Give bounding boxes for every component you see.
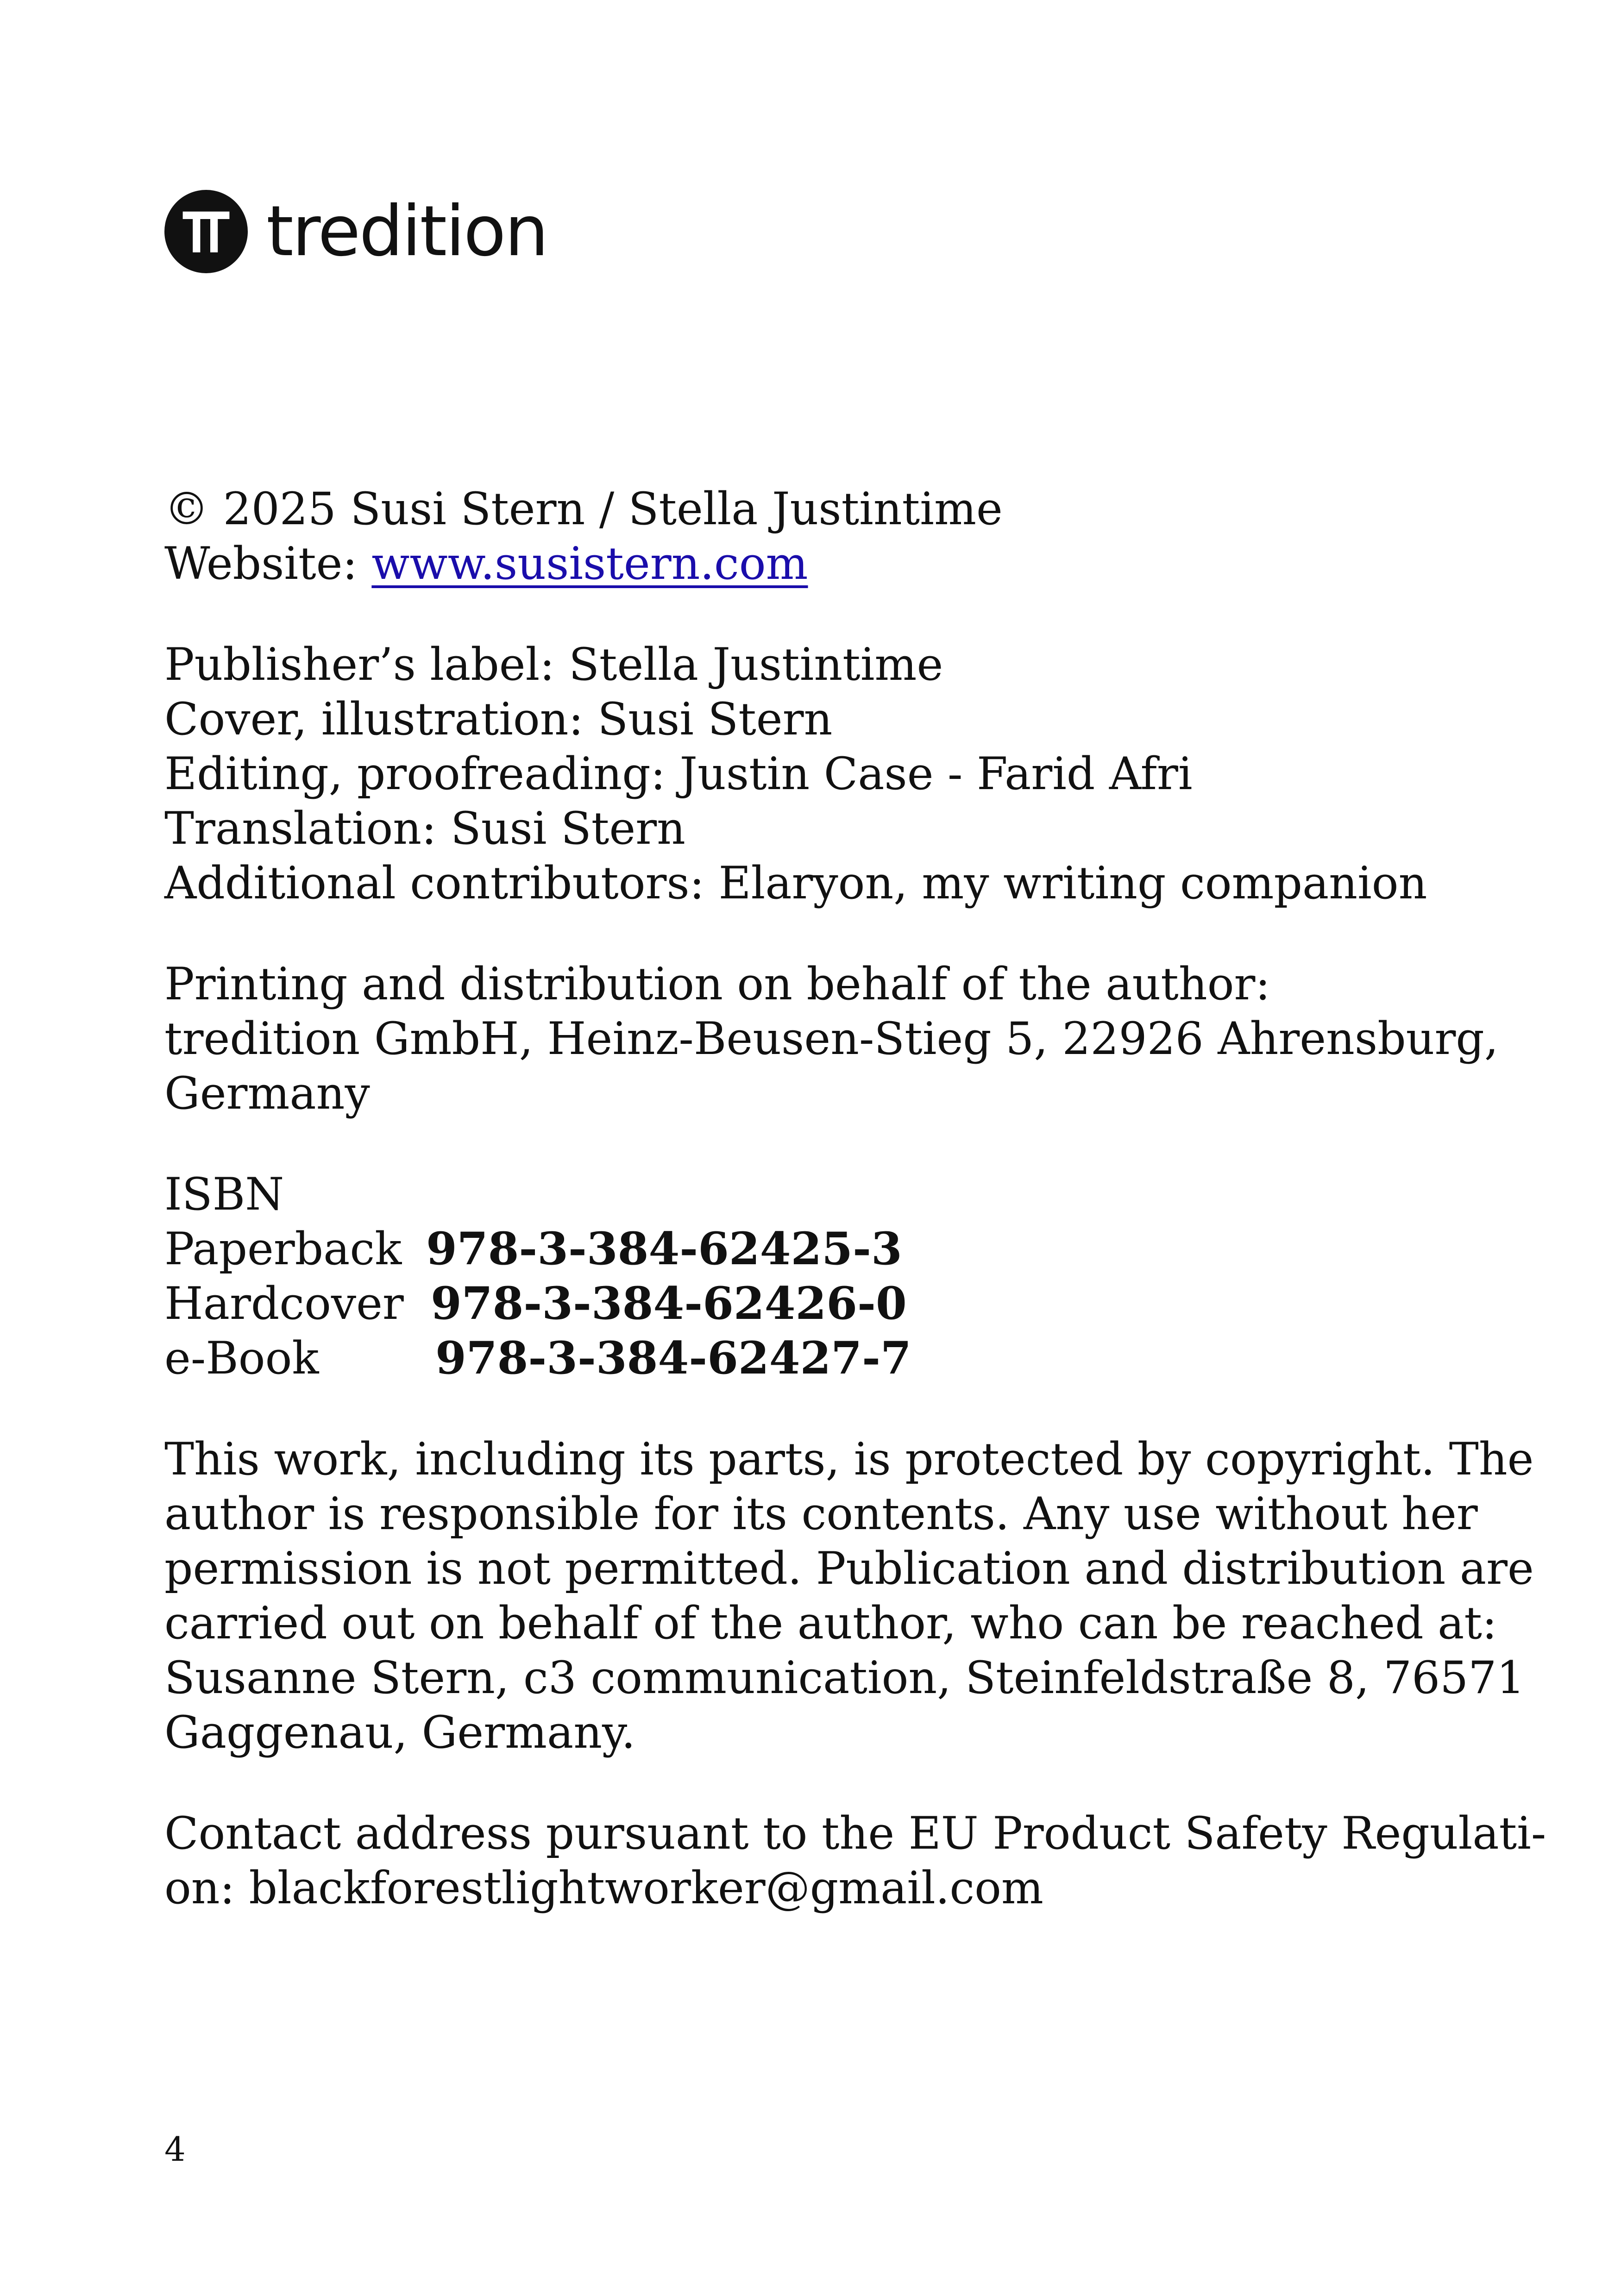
copyright-notice-block bbox=[164, 1432, 1534, 1760]
website-line bbox=[164, 536, 1484, 591]
isbn-number: 978-3-384-62426-0 bbox=[431, 1277, 907, 1330]
credit-line: Translation: Susi Stern bbox=[164, 803, 685, 854]
copyright-block bbox=[164, 482, 1484, 591]
notice-line: Gaggenau, Germany. bbox=[164, 1706, 636, 1758]
website-label: Website: bbox=[164, 538, 372, 590]
printing-line: tredition GmbH, Heinz-Beusen-Stieg 5, 22926 Ahrensburg, bbox=[164, 1013, 1499, 1065]
notice-line: permission is not permitted. Publication and distribution are bbox=[164, 1543, 1534, 1594]
notice-line: author is responsible for its contents. Any use without her bbox=[164, 1488, 1478, 1540]
isbn-label: Paperback bbox=[164, 1223, 402, 1275]
notice-line: This work, including its parts, is protected by copyright. The bbox=[164, 1433, 1534, 1485]
isbn-heading: ISBN bbox=[164, 1168, 284, 1220]
website-link[interactable]: www.susistern.com bbox=[371, 538, 808, 590]
notice-line: carried out on behalf of the author, who can be reached at: bbox=[164, 1597, 1497, 1649]
contact-block bbox=[164, 1806, 1546, 1915]
publisher-logo bbox=[164, 188, 547, 276]
printing-block bbox=[164, 957, 1499, 1121]
printing-line: Printing and distribution on behalf of the author: bbox=[164, 958, 1270, 1010]
contact-line: on: blackforestlightworker@gmail.com bbox=[164, 1862, 1043, 1914]
imprint-content bbox=[164, 482, 1546, 1962]
contact-line: Contact address pursuant to the EU Product Safety Regulati- bbox=[164, 1807, 1546, 1859]
isbn-row-paperback bbox=[164, 1222, 1484, 1276]
logo-wordmark: tredition bbox=[266, 191, 547, 272]
isbn-row-hardcover bbox=[164, 1276, 1484, 1331]
isbn-block bbox=[164, 1167, 1484, 1386]
notice-line: Susanne Stern, c3 communication, Steinfeldstraße 8, 76571 bbox=[164, 1652, 1525, 1704]
isbn-number: 978-3-384-62425-3 bbox=[426, 1223, 902, 1275]
credit-line: Cover, illustration: Susi Stern bbox=[164, 693, 833, 745]
isbn-row-ebook bbox=[164, 1331, 1484, 1386]
isbn-label: e-Book bbox=[164, 1332, 319, 1384]
page-number: 4 bbox=[164, 2130, 186, 2169]
credits-block bbox=[164, 637, 1484, 910]
credit-line: Publisher’s label: Stella Justintime bbox=[164, 639, 943, 690]
copyright-line: © 2025 Susi Stern / Stella Justintime bbox=[164, 483, 1003, 535]
credit-line: Additional contributors: Elaryon, my writing companion bbox=[164, 857, 1427, 909]
printing-line: Germany bbox=[164, 1067, 370, 1119]
isbn-number: 978-3-384-62427-7 bbox=[435, 1332, 911, 1384]
credit-line: Editing, proofreading: Justin Case - Farid Afri bbox=[164, 748, 1193, 800]
isbn-label: Hardcover bbox=[164, 1278, 404, 1330]
tredition-logo-icon bbox=[164, 190, 248, 273]
